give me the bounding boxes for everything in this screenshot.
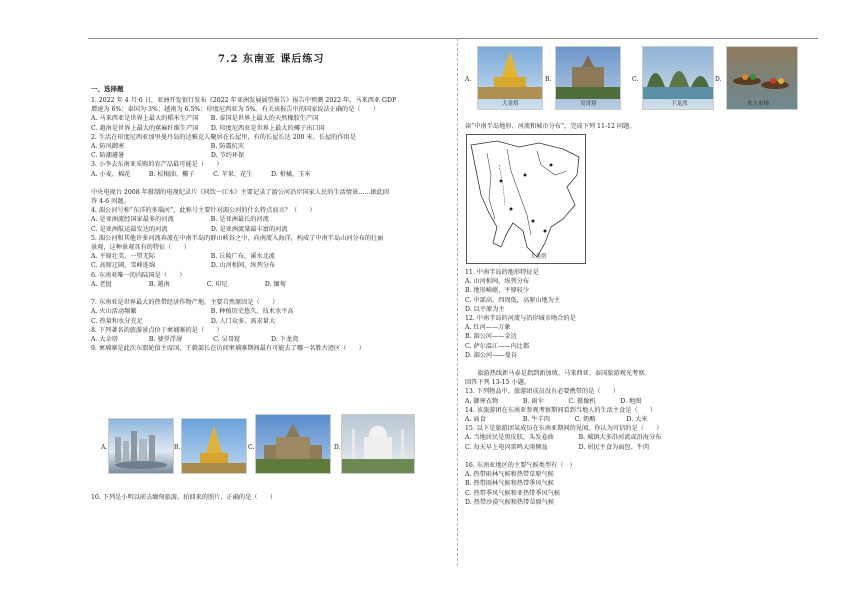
column-divider: [457, 38, 458, 566]
r-caption-c: 下龙湾: [671, 101, 688, 107]
right-line-17: 15. 以下是旅游团某成员在东南亚期间的见闻，你认为可信的是（ ）: [465, 425, 663, 433]
left-line-6: C. 防潮避暑 D. 节约环保: [91, 152, 245, 160]
question-10: 10. 下列是小明以前去缅甸旅游，拍回来的照片，正确的是（ ）: [91, 494, 277, 501]
q9-photo-singapore[interactable]: [108, 418, 174, 474]
q9-label-d: D.: [334, 444, 341, 451]
r-photo-golden-pagoda[interactable]: [477, 46, 543, 110]
left-line-24: C. 热量和水分充足 D. 人口众多，需求量大: [91, 317, 276, 325]
q9-label-a: A.: [101, 444, 108, 451]
map-intro: 读“中南半岛地形、河流和城市分布”，完成下列 11-12 问题。: [465, 123, 636, 130]
left-line-11: 答 4-6 问题。: [91, 198, 130, 206]
r-photo-angkor-wat[interactable]: [555, 46, 621, 110]
right-line-20: [465, 452, 662, 461]
left-line-25: 8. 下列著名的旅游景点位于柬埔寨的是（ ）: [91, 326, 223, 334]
indochina-map: [466, 134, 586, 264]
left-line-3: C. 越南是世界上最大的蕉麻纤维生产国 D. 印度尼西亚是世界上最大的椰子出口国: [91, 124, 325, 132]
left-line-8: A. 小麦、棉花 B. 棕榈油、椰子 C. 苹果、花生 D. 柑橘、玉米: [91, 170, 311, 178]
left-line-7: 3. 小李去东南亚采购的农产品最可能是（ ）: [91, 161, 223, 169]
r-caption-b: 吴哥窟: [580, 101, 597, 107]
page-title: 7.2 东南亚 课后练习: [218, 54, 325, 65]
r-label-c: C.: [632, 76, 639, 83]
right-line-13: 13. 下列物品中，旅游团成员没有必要携带的是（ ）: [465, 388, 620, 396]
r-caption-a: 大金塔: [502, 101, 519, 107]
right-line-6: A. 红河——万象: [465, 324, 511, 332]
right-line-22: A. 热带雨林气候和热带草原气候: [465, 471, 554, 479]
right-line-16: A. 面食 B. 牛羊肉 C. 奶酪 D. 大米: [465, 416, 648, 423]
right-line-2: B. 地形崎岖，平原较少: [465, 287, 530, 295]
right-line-18: A. 当地居民是黑皮肤，头发卷曲 B. 城镇大多沿河流或沿海分布: [465, 434, 662, 442]
r-label-d: D.: [715, 76, 722, 83]
right-column: [465, 268, 662, 507]
left-line-22: 7. 东南亚是世界最大的热带经济作物产地，主要自然原因是（ ）: [91, 299, 279, 307]
q9-photo-angkor[interactable]: [255, 414, 331, 474]
q9-photo-taj-mahal[interactable]: [341, 414, 415, 474]
q9-label-b: B.: [174, 444, 181, 451]
left-line-21: [91, 289, 396, 298]
left-line-14: C. 是亚洲航运最发达的河流 D. 是亚洲流量最丰富的河流: [91, 225, 288, 233]
left-line-23: A. 火山活动频繁 B. 种植历史悠久、技术水平高: [91, 308, 294, 316]
r-photo-halong-bay[interactable]: [642, 46, 714, 110]
section-heading: 一、选择题: [91, 85, 124, 93]
right-line-5: 12. 中南半岛的河流与沿岸城市吻合的是: [465, 314, 576, 322]
left-line-12: 4. 湄公河号称“东洋的多瑙河”，此称号主要针对湄公河的什么特点而言？（ ）: [91, 207, 316, 215]
left-line-0: 1. 2022 年 4 月 6 日，亚洲开发银行发布《2022 年亚洲发展展望报告》报告中预测 2022 年，马来西亚 GDP: [91, 97, 397, 104]
left-line-27: 9. 柬埔寨是此次东盟轮值主席国，王毅部长在访问柬埔寨期间最有可能去了哪一名胜古迹区（ ）: [91, 345, 365, 353]
right-line-0: 11. 中南半岛的地形特征是: [465, 269, 539, 276]
left-line-2: A. 马来西亚是世界上最大的稻米生产国 B. 泰国是世界上最大的天然橡胶生产国: [91, 115, 319, 123]
right-line-4: D. 以平原为主: [465, 305, 505, 313]
right-line-23: B. 热带雨林气候和热带季风气候: [465, 480, 554, 488]
right-line-12: 回答下列 13-15 小题。: [465, 379, 531, 387]
right-line-9: D. 湄公河——曼谷: [465, 351, 517, 359]
right-line-10: [465, 360, 662, 369]
right-line-19: C. 每天早上电闪雷鸣大雨倾盆 D. 居民主食为面包、牛肉: [465, 443, 650, 451]
left-line-13: A. 是亚洲流经国家最多的河流 B. 是亚洲最长的河流: [91, 216, 269, 224]
r-label-b: B.: [545, 76, 552, 83]
right-line-7: B. 湄公河——金边: [465, 333, 517, 341]
right-line-21: 16. 东南亚地区的主要气候类型有（ ）: [465, 461, 576, 469]
q9-photo-pagoda[interactable]: [181, 418, 247, 474]
left-line-20: A. 老挝 B. 越南 C. 印尼 D. 缅甸: [91, 280, 286, 288]
left-line-18: C. 高原辽阔，雪峰连绵 D. 山河相间，纵列分布: [91, 262, 276, 270]
right-line-24: C. 热带季风气候和亚热带季风气候: [465, 489, 561, 497]
right-line-25: D. 热带沙漠气候和热带草原气候: [465, 498, 555, 506]
left-line-4: 2. 生活在印度尼西亚加里曼丹岛的达雅克人聚居在长屋里，有的长屋长达 200 米。长屋的作用是: [91, 133, 356, 141]
left-line-17: A. 平原壮美，一望无际 B. 丘陵广布，溪水北流: [91, 253, 275, 261]
right-line-3: C. 中部高、四周低，高原山地为主: [465, 296, 561, 304]
r-caption-d: 水上市场: [747, 101, 770, 107]
left-line-1: 增速为 6%；泰国为 3%；越南为 6.5%；印度尼西亚为 5%。有关该报告中的国家说法正确的是（ ）: [91, 106, 380, 114]
left-line-15: 5. 湄公河和其他许多河流奔流在中南半岛的群山峡谷之中，向南流入海洋，构成了中南半岛山河分布的壮丽: [91, 234, 384, 242]
map-caption: 大金塔: [530, 254, 547, 260]
left-line-5: A. 防风御寒 B. 防震抗灾: [91, 142, 245, 150]
map-svg: [467, 135, 585, 263]
left-line-16: 景观，这种景观具有的特征（ ）: [91, 244, 190, 251]
q9-label-c: C.: [248, 444, 255, 451]
left-line-19: 6. 东南亚唯一的内陆国是（ ）: [91, 271, 186, 279]
right-line-15: 14. 该旅游团在东南亚参观考察期间看到当地人的生活主食是（ ）: [465, 406, 657, 414]
right-line-11: 旅游热线新马泰是指到新加坡、马来西亚、泰国旅游观光考察。: [465, 370, 651, 378]
right-line-14: A. 御寒衣物 B. 雨伞 C. 摄像机 D. 地图: [465, 397, 642, 405]
right-line-8: C. 萨尔温江——内比都: [465, 342, 530, 350]
r-label-a: A.: [465, 76, 472, 83]
right-line-1: A. 山河相间、纵列分布: [465, 278, 530, 286]
left-line-10: 中央电视台 2008 年摄制的电视纪录片《同饮一江水》主要记录了湄公河沿岸国家人民的生活情景……据此回: [91, 188, 390, 196]
r-photo-floating-market[interactable]: [726, 46, 798, 110]
top-rule: [88, 38, 818, 39]
left-column: [91, 96, 396, 353]
left-line-9: [91, 179, 396, 188]
left-line-26: A. 大金塔 B. 婆罗浮屠 C. 吴哥窟 D. 下龙湾: [91, 335, 299, 343]
